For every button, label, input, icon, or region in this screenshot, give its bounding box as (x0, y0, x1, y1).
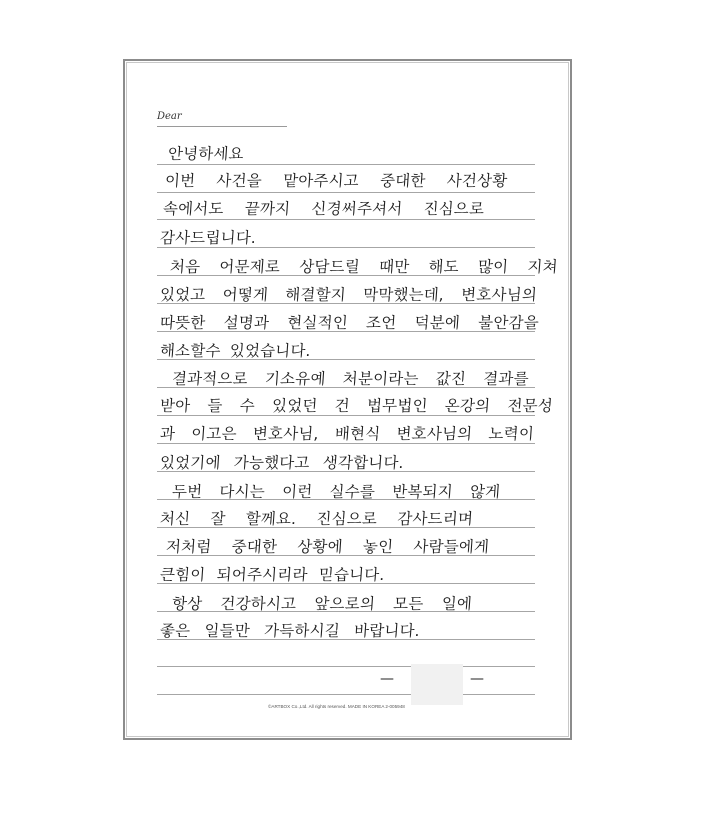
handwritten-line: 감사드립니다. (159, 229, 257, 247)
handwritten-line: 받아 들 수 있었던 건 법무법인 온강의 전문성 (159, 397, 554, 415)
handwritten-line: 따뜻한 설명과 현실적인 조언 덕분에 불안감을 (159, 314, 540, 332)
handwritten-line: 있었기에 가능했다고 생각합니다. (159, 454, 405, 472)
copyright-notice: ©ARTBOX Co.,Ltd. All rights reserved. MADE IN KOREA 2-005948 (268, 704, 405, 709)
redacted-signature (411, 664, 463, 705)
handwritten-line: 처신 잘 할께요. 진심으로 감사드리며 (159, 510, 474, 528)
handwritten-line: 큰힘이 되어주시리라 믿습니다. (159, 566, 386, 584)
handwritten-line: 처음 어문제로 상담드릴 때만 해도 많이 지쳐 (169, 258, 559, 276)
salutation: Dear (157, 111, 182, 122)
signature-dash-left: — (380, 671, 394, 687)
handwritten-line: 안녕하세요 (167, 145, 245, 163)
handwritten-line: 속에서도 끝까지 신경써주셔서 진심으로 (162, 200, 485, 218)
handwritten-line: 해소할수 있었습니다. (159, 342, 312, 360)
ruled-line (157, 666, 535, 667)
handwritten-line: 이번 사건을 맡아주시고 중대한 사건상황 (164, 172, 509, 190)
handwritten-line: 있었고 어떻게 해결할지 막막했는데, 변호사님의 (159, 286, 538, 304)
handwritten-line: 저처럼 중대한 상황에 놓인 사람들에게 (165, 538, 490, 556)
handwritten-line: 좋은 일들만 가득하시길 바랍니다. (159, 622, 421, 640)
handwritten-line: 항상 건강하시고 앞으로의 모든 일에 (171, 595, 473, 613)
handwritten-line: 결과적으로 기소유예 처분이라는 값진 결과를 (171, 370, 530, 388)
ruled-line (157, 694, 535, 695)
ruled-line (157, 219, 535, 220)
ruled-line (157, 164, 535, 165)
salutation-underline (157, 126, 287, 127)
ruled-line (157, 192, 535, 193)
handwritten-line: 과 이고은 변호사님, 배현식 변호사님의 노력이 (159, 425, 535, 443)
signature-dash-right: — (470, 671, 484, 687)
handwritten-line: 두번 다시는 이런 실수를 반복되지 않게 (171, 483, 501, 501)
